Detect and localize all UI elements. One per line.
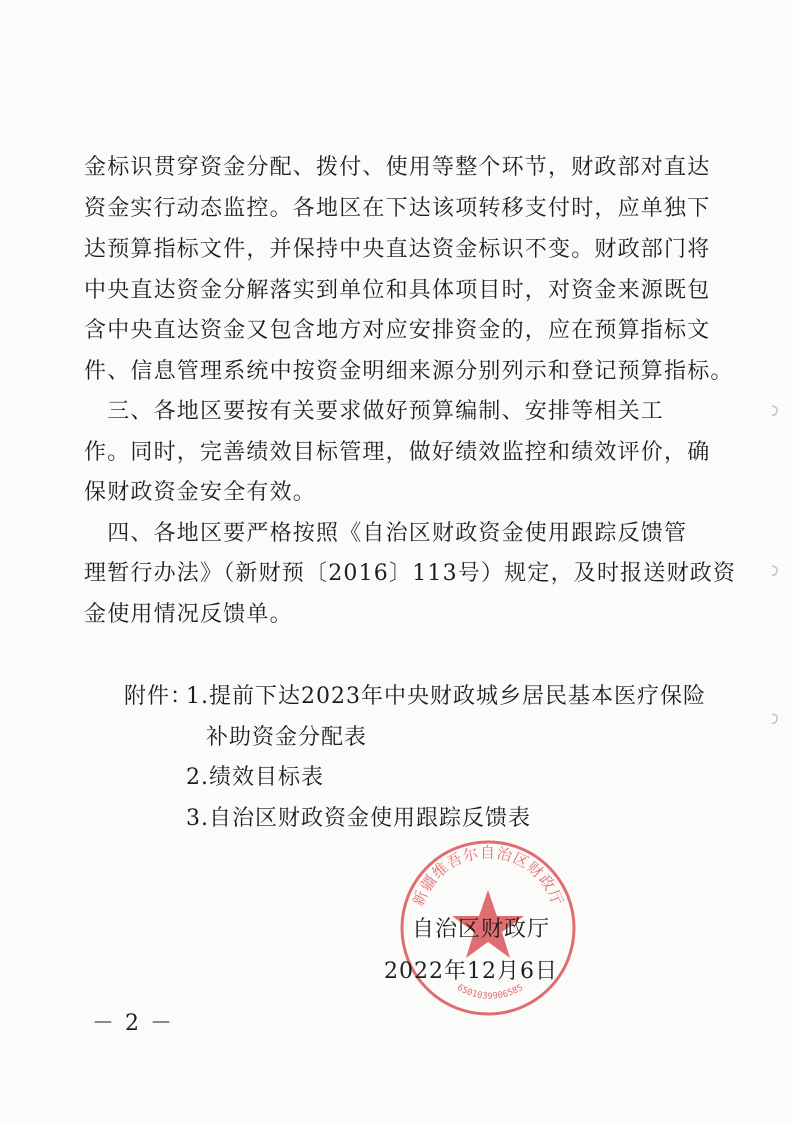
body-line: 件、信息管理系统中按资金明细来源分别列示和登记预算指标。 <box>84 359 734 384</box>
body-line: 金标识贯穿资金分配、拨付、使用等整个环节，财政部对直达 <box>84 155 711 180</box>
issue-date: 2022年12月6日 <box>384 959 558 984</box>
body-line: 含中央直达资金又包含地方对应安排资金的，应在预算指标文 <box>84 318 711 343</box>
body-line: 四、各地区要严格按照《自治区财政资金使用跟踪反馈管 <box>84 521 688 546</box>
issuing-organization: 自治区财政厅 <box>412 917 551 942</box>
binding-holes <box>733 0 793 1122</box>
body-line: 金使用情况反馈单。 <box>84 602 293 627</box>
body-line: 作。同时，完善绩效目标管理，做好绩效监控和绩效评价，确 <box>84 440 711 465</box>
body-line: 达预算指标文件，并保持中央直达资金标识不变。财政部门将 <box>84 237 711 262</box>
body-line: 资金实行动态监控。各地区在下达该项转移支付时，应单独下 <box>84 196 711 221</box>
body-line: 理暂行办法》（新财预〔2016〕113号）规定，及时报送财政资 <box>84 561 737 586</box>
body-line: 中央直达资金分解落实到单位和具体项目时，对资金来源既包 <box>84 278 711 303</box>
page-number: － 2 － <box>92 1011 174 1036</box>
binding-hole-icon <box>769 564 781 578</box>
attachments-label: 附件： <box>124 684 194 709</box>
seal-code: 6501039906585 <box>454 982 526 1002</box>
body-line: 三、各地区要按有关要求做好预算编制、安排等相关工 <box>84 399 665 424</box>
attachment-item: 2.绩效目标表 <box>186 765 324 790</box>
seal-text: 新疆维吾尔自治区财政厅 <box>409 843 567 909</box>
body-line: 保财政资金安全有效。 <box>84 480 317 505</box>
attachment-item: 1.提前下达2023年中央财政城乡居民基本医疗保险 <box>186 684 706 709</box>
binding-hole-icon <box>769 712 781 726</box>
attachment-item: 3.自治区财政资金使用跟踪反馈表 <box>186 806 531 831</box>
binding-hole-icon <box>769 404 781 418</box>
attachment-item: 补助资金分配表 <box>206 725 368 750</box>
